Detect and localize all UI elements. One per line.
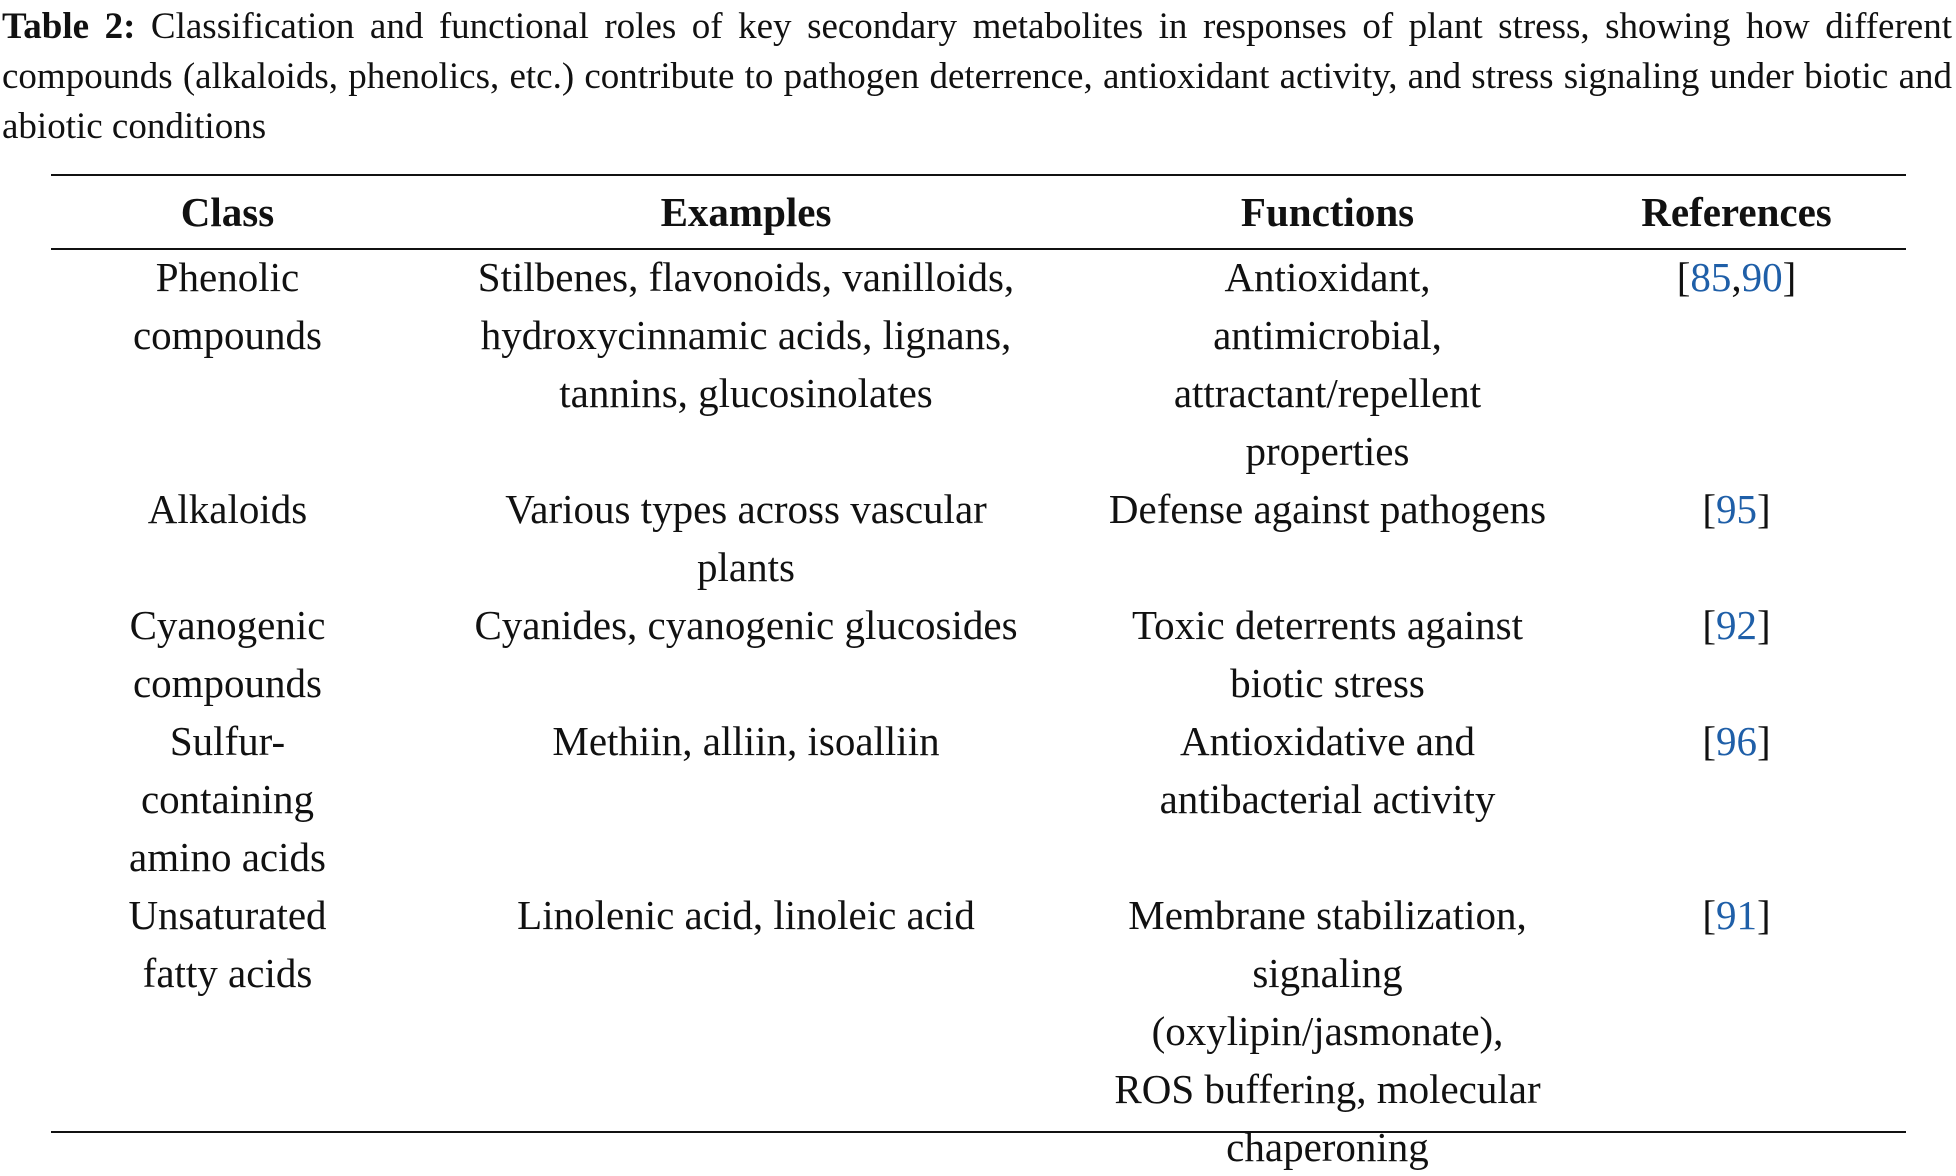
header-functions: Functions — [1240, 189, 1415, 235]
metabolites-table — [51, 176, 1906, 1176]
cell-references: [96] — [1702, 718, 1771, 764]
cell-class: Unsaturated fatty acids — [128, 892, 327, 996]
cell-functions: Membrane stabilization, signaling (oxylipin/jasmonate), ROS buffering, molecular chaperoning — [1114, 892, 1541, 1170]
table-header-row — [51, 176, 1906, 248]
table-row — [51, 248, 1906, 480]
table-caption-text: Classification and functional roles of key secondary metabolites in responses of plant stress, showing how different compounds (alkaloids, phenolics, etc.) contribute to pathogen deterrence, antioxidant activity, and stress signaling under biotic and abiotic conditions — [2, 6, 1952, 147]
header-class: Class — [180, 189, 275, 235]
cell-functions: Antioxidative and antibacterial activity — [1159, 718, 1496, 822]
table-row — [51, 596, 1906, 712]
table-caption — [2, 2, 1952, 152]
table-row — [51, 712, 1906, 886]
table-row — [51, 480, 1906, 596]
cell-class: Sulfur-containing amino acids — [129, 718, 326, 880]
cell-references: [92] — [1702, 602, 1771, 648]
reference-link[interactable]: 95 — [1716, 486, 1757, 532]
reference-link[interactable]: 85 — [1690, 254, 1732, 300]
cell-class: Alkaloids — [147, 486, 308, 532]
cell-examples: Linolenic acid, linoleic acid — [517, 892, 975, 938]
table-caption-label: Table 2: — [2, 6, 136, 47]
cell-examples: Cyanides, cyanogenic glucosides — [474, 602, 1018, 648]
reference-link[interactable]: 92 — [1716, 602, 1757, 648]
cell-references: [91] — [1702, 892, 1771, 938]
cell-functions: Antioxidant, antimicrobial, attractant/repellent properties — [1173, 254, 1482, 474]
reference-link[interactable]: 91 — [1716, 892, 1757, 938]
cell-class: Cyanogenic compounds — [129, 602, 326, 706]
reference-link[interactable]: 90 — [1741, 254, 1783, 300]
cell-references: [95] — [1702, 486, 1771, 532]
cell-class: Phenolic compounds — [132, 254, 323, 358]
reference-link[interactable]: 96 — [1716, 718, 1757, 764]
cell-examples: Various types across vascular plants — [505, 486, 987, 590]
cell-references: [85,90] — [1676, 254, 1797, 300]
table-row — [51, 886, 1906, 1176]
cell-examples: Methiin, alliin, isoalliin — [552, 718, 940, 764]
header-references: References — [1641, 189, 1832, 235]
cell-functions: Defense against pathogens — [1108, 486, 1547, 532]
cell-examples: Stilbenes, flavonoids, vanilloids, hydroxycinnamic acids, lignans, tannins, glucosinolates — [477, 254, 1015, 416]
cell-functions: Toxic deterrents against biotic stress — [1131, 602, 1524, 706]
header-examples: Examples — [660, 189, 832, 235]
